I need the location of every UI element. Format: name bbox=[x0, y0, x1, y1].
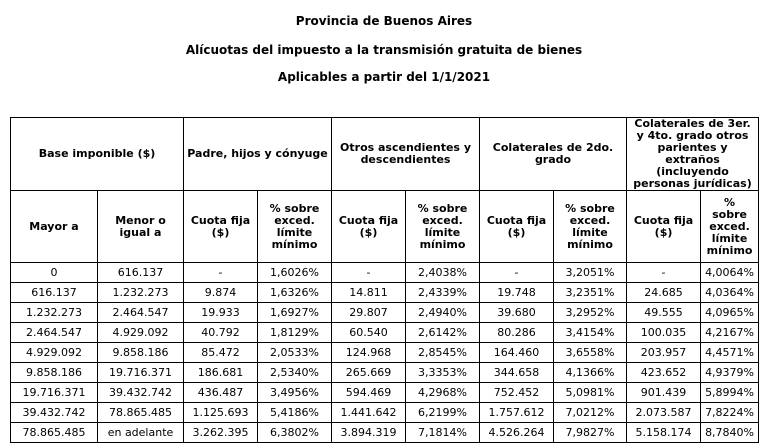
cell-colat3-pct: 4,0965% bbox=[701, 303, 759, 323]
cell-colat3-pct: 5,8994% bbox=[701, 383, 759, 403]
tax-rates-table bbox=[10, 117, 759, 443]
subheader-cuota-fija: Cuota fija ($) bbox=[480, 191, 554, 263]
header-colaterales-2do: Colaterales de 2do. grado bbox=[480, 118, 627, 191]
cell-padre-cuota: 436.487 bbox=[184, 383, 258, 403]
cell-mayor-a: 2.464.547 bbox=[11, 323, 98, 343]
cell-otros-pct: 6,2199% bbox=[406, 403, 480, 423]
cell-padre-cuota: 85.472 bbox=[184, 343, 258, 363]
cell-padre-cuota: 9.874 bbox=[184, 283, 258, 303]
table-row bbox=[11, 363, 759, 383]
cell-colat3-cuota: 2.073.587 bbox=[627, 403, 701, 423]
cell-otros-pct: 2,8545% bbox=[406, 343, 480, 363]
cell-colat3-pct: 4,0364% bbox=[701, 283, 759, 303]
cell-padre-pct: 1,8129% bbox=[258, 323, 332, 343]
document-subtitle: Alícuotas del impuesto a la transmisión gratuita de bienes bbox=[185, 43, 583, 57]
table-row bbox=[11, 383, 759, 403]
cell-padre-cuota: 40.792 bbox=[184, 323, 258, 343]
subheader-porcentaje: % sobre exced. límite mínimo bbox=[258, 191, 332, 263]
cell-colat2-cuota: - bbox=[480, 263, 554, 283]
cell-colat3-pct: 8,7840% bbox=[701, 423, 759, 443]
cell-colat3-pct: 4,4571% bbox=[701, 343, 759, 363]
cell-colat3-pct: 4,2167% bbox=[701, 323, 759, 343]
cell-menor-igual: 2.464.547 bbox=[98, 303, 184, 323]
cell-mayor-a: 19.716.371 bbox=[11, 383, 98, 403]
cell-mayor-a: 616.137 bbox=[11, 283, 98, 303]
cell-otros-cuota: 29.807 bbox=[332, 303, 406, 323]
cell-otros-cuota: 1.441.642 bbox=[332, 403, 406, 423]
table-row bbox=[11, 303, 759, 323]
subheader-porcentaje: % sobre exced. límite mínimo bbox=[701, 191, 759, 263]
table-row bbox=[11, 423, 759, 443]
subheader-cuota-fija: Cuota fija ($) bbox=[184, 191, 258, 263]
cell-mayor-a: 78.865.485 bbox=[11, 423, 98, 443]
cell-otros-cuota: 60.540 bbox=[332, 323, 406, 343]
cell-padre-cuota: 3.262.395 bbox=[184, 423, 258, 443]
cell-colat2-cuota: 39.680 bbox=[480, 303, 554, 323]
cell-padre-cuota: 186.681 bbox=[184, 363, 258, 383]
cell-padre-cuota: 19.933 bbox=[184, 303, 258, 323]
cell-colat3-cuota: 203.957 bbox=[627, 343, 701, 363]
cell-colat2-cuota: 80.286 bbox=[480, 323, 554, 343]
cell-padre-pct: 6,3802% bbox=[258, 423, 332, 443]
cell-padre-pct: 3,4956% bbox=[258, 383, 332, 403]
cell-colat2-cuota: 344.658 bbox=[480, 363, 554, 383]
cell-colat2-pct: 4,1366% bbox=[554, 363, 627, 383]
cell-colat2-cuota: 164.460 bbox=[480, 343, 554, 363]
subheader-cuota-fija: Cuota fija ($) bbox=[332, 191, 406, 263]
validity-date: Aplicables a partir del 1/1/2021 bbox=[277, 70, 491, 84]
cell-mayor-a: 1.232.273 bbox=[11, 303, 98, 323]
cell-otros-cuota: 594.469 bbox=[332, 383, 406, 403]
cell-otros-pct: 2,6142% bbox=[406, 323, 480, 343]
cell-padre-pct: 1,6927% bbox=[258, 303, 332, 323]
cell-otros-pct: 3,3353% bbox=[406, 363, 480, 383]
cell-padre-pct: 2,5340% bbox=[258, 363, 332, 383]
cell-otros-cuota: - bbox=[332, 263, 406, 283]
cell-mayor-a: 9.858.186 bbox=[11, 363, 98, 383]
cell-colat3-cuota: 49.555 bbox=[627, 303, 701, 323]
cell-colat3-pct: 4,0064% bbox=[701, 263, 759, 283]
table-row bbox=[11, 323, 759, 343]
cell-otros-pct: 4,2968% bbox=[406, 383, 480, 403]
cell-colat2-cuota: 752.452 bbox=[480, 383, 554, 403]
cell-colat3-cuota: 5.158.174 bbox=[627, 423, 701, 443]
subheader-mayor-a: Mayor a bbox=[11, 191, 98, 263]
header-colaterales-3er-4to: Colaterales de 3er. y 4to. grado otros parientes y extraños (incluyendo personas jurídicas) bbox=[627, 118, 759, 191]
table-row bbox=[11, 263, 759, 283]
document-title: Provincia de Buenos Aires bbox=[295, 14, 473, 28]
cell-otros-pct: 2,4038% bbox=[406, 263, 480, 283]
cell-colat2-cuota: 1.757.612 bbox=[480, 403, 554, 423]
cell-colat2-pct: 3,4154% bbox=[554, 323, 627, 343]
cell-padre-pct: 1,6026% bbox=[258, 263, 332, 283]
cell-colat2-pct: 3,2051% bbox=[554, 263, 627, 283]
header-padre-hijos-conyuge: Padre, hijos y cónyuge bbox=[184, 118, 332, 191]
cell-otros-pct: 2,4940% bbox=[406, 303, 480, 323]
cell-colat3-cuota: 100.035 bbox=[627, 323, 701, 343]
cell-menor-igual: 9.858.186 bbox=[98, 343, 184, 363]
cell-colat3-cuota: 423.652 bbox=[627, 363, 701, 383]
cell-padre-pct: 5,4186% bbox=[258, 403, 332, 423]
cell-mayor-a: 4.929.092 bbox=[11, 343, 98, 363]
cell-colat3-cuota: - bbox=[627, 263, 701, 283]
cell-menor-igual: 616.137 bbox=[98, 263, 184, 283]
subheader-cuota-fija: Cuota fija ($) bbox=[627, 191, 701, 263]
cell-padre-cuota: 1.125.693 bbox=[184, 403, 258, 423]
cell-colat3-cuota: 901.439 bbox=[627, 383, 701, 403]
cell-padre-pct: 2,0533% bbox=[258, 343, 332, 363]
cell-colat2-cuota: 19.748 bbox=[480, 283, 554, 303]
cell-mayor-a: 39.432.742 bbox=[11, 403, 98, 423]
subheader-menor-igual: Menor o igual a bbox=[98, 191, 184, 263]
cell-menor-igual: 39.432.742 bbox=[98, 383, 184, 403]
subheader-porcentaje: % sobre exced. límite mínimo bbox=[406, 191, 480, 263]
cell-otros-cuota: 265.669 bbox=[332, 363, 406, 383]
cell-menor-igual: en adelante bbox=[98, 423, 184, 443]
cell-colat2-pct: 7,9827% bbox=[554, 423, 627, 443]
cell-colat2-cuota: 4.526.264 bbox=[480, 423, 554, 443]
cell-colat2-pct: 3,6558% bbox=[554, 343, 627, 363]
cell-menor-igual: 19.716.371 bbox=[98, 363, 184, 383]
cell-padre-cuota: - bbox=[184, 263, 258, 283]
cell-menor-igual: 4.929.092 bbox=[98, 323, 184, 343]
cell-colat3-cuota: 24.685 bbox=[627, 283, 701, 303]
cell-otros-pct: 7,1814% bbox=[406, 423, 480, 443]
cell-menor-igual: 1.232.273 bbox=[98, 283, 184, 303]
header-otros-ascendientes: Otros ascendientes y descendientes bbox=[332, 118, 480, 191]
cell-padre-pct: 1,6326% bbox=[258, 283, 332, 303]
cell-otros-cuota: 14.811 bbox=[332, 283, 406, 303]
cell-otros-cuota: 3.894.319 bbox=[332, 423, 406, 443]
table-row bbox=[11, 403, 759, 423]
cell-colat2-pct: 5,0981% bbox=[554, 383, 627, 403]
subheader-porcentaje: % sobre exced. límite mínimo bbox=[554, 191, 627, 263]
cell-colat2-pct: 3,2351% bbox=[554, 283, 627, 303]
cell-colat3-pct: 4,9379% bbox=[701, 363, 759, 383]
cell-colat2-pct: 3,2952% bbox=[554, 303, 627, 323]
cell-colat3-pct: 7,8224% bbox=[701, 403, 759, 423]
table-row bbox=[11, 283, 759, 303]
cell-mayor-a: 0 bbox=[11, 263, 98, 283]
cell-menor-igual: 78.865.485 bbox=[98, 403, 184, 423]
cell-otros-pct: 2,4339% bbox=[406, 283, 480, 303]
table-row bbox=[11, 343, 759, 363]
cell-otros-cuota: 124.968 bbox=[332, 343, 406, 363]
header-base-imponible: Base imponible ($) bbox=[11, 118, 184, 191]
cell-colat2-pct: 7,0212% bbox=[554, 403, 627, 423]
